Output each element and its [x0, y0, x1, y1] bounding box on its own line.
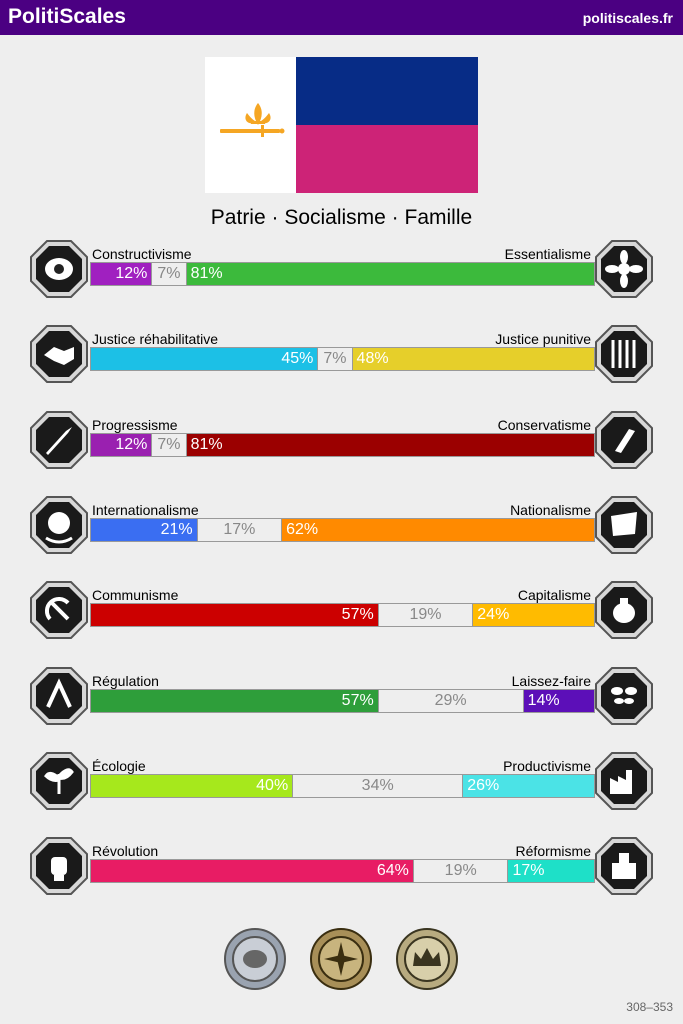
neutral-score-segment: 34% — [292, 775, 463, 797]
left-score-segment: 12% — [91, 263, 151, 285]
money-bag-icon[interactable] — [595, 581, 653, 639]
right-score-segment: 17% — [508, 860, 594, 882]
axis-row — [0, 331, 683, 401]
neutral-score-segment: 7% — [317, 348, 352, 370]
axis-right-label: Productivisme — [503, 757, 591, 774]
axis-score-bar — [90, 347, 595, 371]
quill-pen-icon[interactable] — [595, 411, 653, 469]
fleur-de-lis-sword-icon — [217, 95, 285, 147]
axis-row — [0, 502, 683, 572]
left-score-segment: 57% — [91, 690, 378, 712]
ideology-slogan: Patrie · Socialisme · Famille — [210, 206, 473, 229]
right-score-segment: 26% — [463, 775, 594, 797]
axis-score-bar — [90, 603, 595, 627]
axis-row — [0, 587, 683, 657]
axis-left-label: Régulation — [92, 672, 159, 689]
left-score-segment: 57% — [91, 604, 378, 626]
flag-top-stripe — [296, 57, 478, 125]
axis-left-label: Constructivisme — [92, 246, 192, 262]
site-link[interactable]: politiscales.fr — [582, 10, 673, 26]
axis-right-label: Justice punitive — [495, 331, 591, 348]
neutral-score-segment: 7% — [151, 263, 186, 285]
right-score-segment: 14% — [524, 690, 594, 712]
flag-bottom-stripe — [296, 125, 478, 193]
axis-right-label: Capitalisme — [517, 587, 591, 604]
axis-score-bar — [90, 689, 595, 713]
right-score-segment: 48% — [353, 348, 594, 370]
left-score-segment: 45% — [91, 348, 317, 370]
axis-left-label: Communisme — [92, 587, 179, 604]
flag-icon[interactable] — [595, 496, 653, 554]
brand-title[interactable]: PolitiScales — [8, 5, 126, 28]
axis-score-bar — [90, 859, 595, 883]
fist-icon[interactable] — [30, 837, 88, 895]
neutral-score-segment: 17% — [197, 519, 283, 541]
rocket-icon[interactable] — [30, 411, 88, 469]
axis-row — [0, 417, 683, 487]
neutral-score-segment: 19% — [413, 860, 509, 882]
hammer-sickle-icon[interactable] — [30, 581, 88, 639]
ideology-flag — [205, 57, 478, 193]
axis-row — [0, 843, 683, 913]
axis-left-label: Progressisme — [92, 416, 178, 433]
axis-right-label: Nationalisme — [510, 501, 591, 518]
axis-score-bar — [90, 518, 595, 542]
axis-score-bar — [90, 262, 595, 286]
left-score-segment: 40% — [91, 775, 292, 797]
right-score-segment: 81% — [187, 263, 594, 285]
axis-score-bar — [90, 433, 595, 457]
butterflies-icon[interactable] — [595, 667, 653, 725]
right-score-segment: 62% — [282, 519, 594, 541]
left-score-segment: 64% — [91, 860, 413, 882]
axis-row — [0, 758, 683, 828]
result-code: 308–353 — [626, 1000, 673, 1014]
brain-medal-icon[interactable] — [224, 928, 286, 990]
left-score-segment: 12% — [91, 434, 151, 456]
axis-left-label: Justice réhabilitative — [92, 331, 219, 348]
dna-flower-icon[interactable] — [595, 240, 653, 298]
neutral-score-segment: 29% — [378, 690, 524, 712]
axis-left-label: Révolution — [92, 843, 159, 860]
handshake-icon[interactable] — [30, 325, 88, 383]
top-bar — [0, 0, 683, 35]
compass-medal-icon[interactable] — [310, 928, 372, 990]
axis-row — [0, 246, 683, 316]
ballot-box-icon[interactable] — [595, 837, 653, 895]
axis-row — [0, 673, 683, 743]
plant-icon[interactable] — [30, 752, 88, 810]
factory-icon[interactable] — [595, 752, 653, 810]
prison-bars-icon[interactable] — [595, 325, 653, 383]
axis-score-bar — [90, 774, 595, 798]
ruler-compass-icon[interactable] — [30, 667, 88, 725]
crown-medal-icon[interactable] — [396, 928, 458, 990]
axis-right-label: Laissez-faire — [511, 672, 591, 689]
axis-right-label: Conservatisme — [497, 416, 591, 433]
globe-icon[interactable] — [30, 496, 88, 554]
axis-left-label: Internationalisme — [92, 501, 199, 518]
neutral-score-segment: 7% — [151, 434, 186, 456]
badges-row — [0, 928, 683, 992]
left-score-segment: 21% — [91, 519, 197, 541]
neutral-score-segment: 19% — [378, 604, 474, 626]
right-score-segment: 81% — [187, 434, 594, 456]
axis-right-label: Réformisme — [515, 843, 591, 860]
axis-left-label: Écologie — [92, 757, 146, 774]
right-score-segment: 24% — [473, 604, 594, 626]
axis-right-label: Essentialisme — [504, 246, 591, 262]
brain-icon[interactable] — [30, 240, 88, 298]
